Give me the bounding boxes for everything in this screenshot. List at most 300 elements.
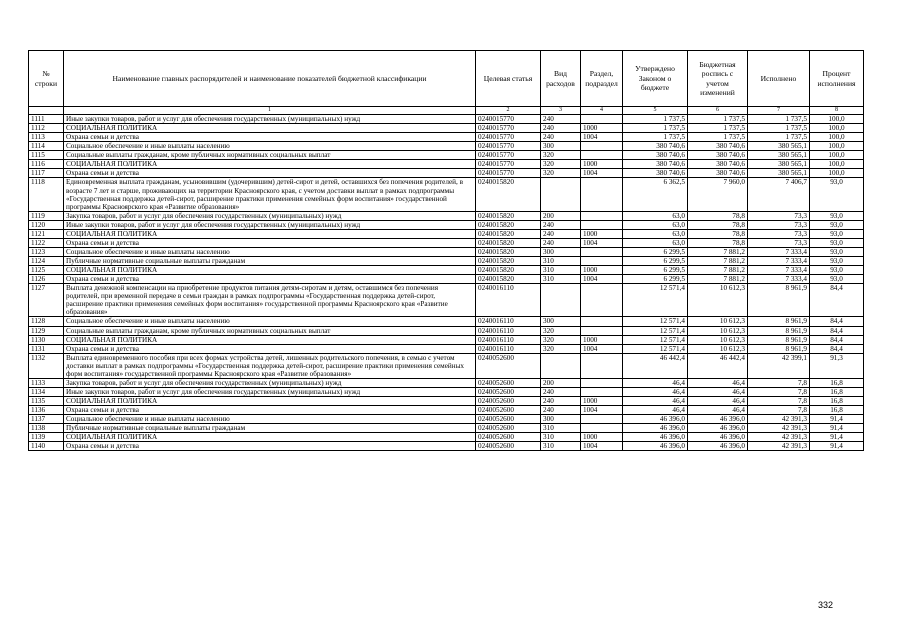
row-number-cell: 1140 (29, 442, 64, 451)
column-number: 8 (810, 107, 864, 115)
section-cell (581, 378, 623, 387)
table-row (29, 387, 864, 396)
approved-amount-cell: 46,4 (623, 378, 688, 387)
approved-amount-cell: 380 740,6 (623, 169, 688, 178)
header-expense-type: Вид расходов (541, 51, 581, 107)
executed-amount-cell: 380 565,1 (748, 142, 810, 151)
table-row (29, 151, 864, 160)
expense-type-cell: 240 (541, 133, 581, 142)
row-number-cell: 1136 (29, 406, 64, 415)
executed-amount-cell: 8 961,9 (748, 284, 810, 317)
execution-percent-cell: 91,4 (810, 433, 864, 442)
expense-type-cell: 240 (541, 220, 581, 229)
header-percent: Процент исполнения (810, 51, 864, 107)
budget-amount-cell: 46 396,0 (688, 433, 748, 442)
target-article-cell: 0240015770 (476, 133, 541, 142)
budget-amount-cell: 1 737,5 (688, 115, 748, 124)
table-body (29, 115, 864, 451)
budget-amount-cell: 380 740,6 (688, 169, 748, 178)
section-cell (581, 284, 623, 317)
approved-amount-cell: 6 362,5 (623, 178, 688, 211)
expense-type-cell (541, 178, 581, 211)
executed-amount-cell: 7 333,4 (748, 266, 810, 275)
target-article-cell: 0240015820 (476, 238, 541, 247)
executed-amount-cell: 42 391,3 (748, 424, 810, 433)
row-number-cell: 1122 (29, 238, 64, 247)
approved-amount-cell: 1 737,5 (623, 115, 688, 124)
table-row (29, 229, 864, 238)
executed-amount-cell: 7 333,4 (748, 275, 810, 284)
section-cell (581, 115, 623, 124)
expense-type-cell (541, 284, 581, 317)
budget-sheet (28, 50, 863, 451)
table-row (29, 284, 864, 317)
budget-amount-cell: 78,8 (688, 211, 748, 220)
section-cell (581, 415, 623, 424)
column-number (29, 107, 64, 115)
indicator-name-cell: Охрана семьи и детства (64, 238, 476, 247)
approved-amount-cell: 12 571,4 (623, 344, 688, 353)
approved-amount-cell: 46 396,0 (623, 415, 688, 424)
section-cell: 1000 (581, 229, 623, 238)
expense-type-cell: 300 (541, 415, 581, 424)
expense-type-cell: 310 (541, 424, 581, 433)
table-row (29, 326, 864, 335)
execution-percent-cell: 93,0 (810, 275, 864, 284)
budget-amount-cell: 380 740,6 (688, 151, 748, 160)
row-number-cell: 1120 (29, 220, 64, 229)
executed-amount-cell: 8 961,9 (748, 344, 810, 353)
budget-amount-cell: 380 740,6 (688, 160, 748, 169)
header-executed: Исполнено (748, 51, 810, 107)
target-article-cell: 0240015820 (476, 229, 541, 238)
row-number-cell: 1123 (29, 247, 64, 256)
table-row (29, 442, 864, 451)
table-row (29, 142, 864, 151)
executed-amount-cell: 7,8 (748, 387, 810, 396)
executed-amount-cell: 8 961,9 (748, 335, 810, 344)
row-number-cell: 1128 (29, 317, 64, 326)
table-row (29, 378, 864, 387)
expense-type-cell: 240 (541, 397, 581, 406)
executed-amount-cell: 7,8 (748, 378, 810, 387)
approved-amount-cell: 46 396,0 (623, 442, 688, 451)
expense-type-cell: 300 (541, 142, 581, 151)
table-row (29, 238, 864, 247)
execution-percent-cell: 100,0 (810, 151, 864, 160)
indicator-name-cell: Закупка товаров, работ и услуг для обеспечения государственных (муниципальных) нужд (64, 378, 476, 387)
table-row (29, 353, 864, 378)
expense-type-cell: 320 (541, 151, 581, 160)
row-number-cell: 1134 (29, 387, 64, 396)
header-target-article: Целевая статья (476, 51, 541, 107)
execution-percent-cell: 93,0 (810, 238, 864, 247)
expense-type-cell: 310 (541, 442, 581, 451)
budget-amount-cell: 46,4 (688, 397, 748, 406)
target-article-cell: 0240015770 (476, 124, 541, 133)
execution-percent-cell: 100,0 (810, 133, 864, 142)
indicator-name-cell: Социальное обеспечение и иные выплаты населению (64, 415, 476, 424)
expense-type-cell: 310 (541, 433, 581, 442)
indicator-name-cell: СОЦИАЛЬНАЯ ПОЛИТИКА (64, 160, 476, 169)
executed-amount-cell: 380 565,1 (748, 151, 810, 160)
indicator-name-cell: Социальные выплаты гражданам, кроме публичных нормативных социальных выплат (64, 326, 476, 335)
approved-amount-cell: 46 396,0 (623, 424, 688, 433)
expense-type-cell: 200 (541, 378, 581, 387)
approved-amount-cell: 63,0 (623, 229, 688, 238)
execution-percent-cell: 16,8 (810, 397, 864, 406)
expense-type-cell: 310 (541, 275, 581, 284)
execution-percent-cell: 100,0 (810, 115, 864, 124)
section-cell (581, 387, 623, 396)
section-cell: 1004 (581, 406, 623, 415)
row-number-cell: 1125 (29, 266, 64, 275)
target-article-cell: 0240052600 (476, 397, 541, 406)
row-number-cell: 1135 (29, 397, 64, 406)
indicator-name-cell: Единовременная выплата гражданам, усыновившим (удочерившим) детей-сирот и детей, оставшихся без попечения родителей, в возрасте 7 лет и старше, проживающих на территории Красноярского края, с учетом доставки выплат в рамках подпрограммы «Государственная поддержка детей-сирот, расширение практики применения семейных форм воспитания» государственной программы Красноярского края «Развитие образования» (64, 178, 476, 211)
section-cell (581, 326, 623, 335)
budget-amount-cell: 1 737,5 (688, 124, 748, 133)
approved-amount-cell: 46,4 (623, 406, 688, 415)
expense-type-cell (541, 353, 581, 378)
budget-amount-cell: 10 612,3 (688, 284, 748, 317)
row-number-cell: 1117 (29, 169, 64, 178)
section-cell: 1000 (581, 160, 623, 169)
execution-percent-cell: 93,0 (810, 178, 864, 211)
target-article-cell: 0240015770 (476, 169, 541, 178)
table-row (29, 275, 864, 284)
expense-type-cell: 240 (541, 229, 581, 238)
indicator-name-cell: Социальные выплаты гражданам, кроме публичных нормативных социальных выплат (64, 151, 476, 160)
section-cell: 1004 (581, 442, 623, 451)
header-budget-list: Бюджетная роспись с учетом изменений (688, 51, 748, 107)
executed-amount-cell: 42 399,1 (748, 353, 810, 378)
row-number-cell: 1138 (29, 424, 64, 433)
section-cell (581, 211, 623, 220)
indicator-name-cell: Выплата денежной компенсации на приобретение продуктов питания детям-сиротам и детям, оставшимся без попечения родителей, при временной передаче в семьи граждан в рамках подпрограммы «Государственная поддержка детей-сирот, расширение практики применения семейных форм воспитания» государственной программы Красноярского края «Развитие образования» (64, 284, 476, 317)
section-cell: 1000 (581, 335, 623, 344)
table-row (29, 220, 864, 229)
row-number-cell: 1127 (29, 284, 64, 317)
budget-amount-cell: 7 881,2 (688, 257, 748, 266)
indicator-name-cell: Публичные нормативные социальные выплаты гражданам (64, 257, 476, 266)
target-article-cell: 0240052600 (476, 415, 541, 424)
budget-amount-cell: 46 396,0 (688, 424, 748, 433)
executed-amount-cell: 73,3 (748, 229, 810, 238)
indicator-name-cell: Социальное обеспечение и иные выплаты населению (64, 247, 476, 256)
indicator-name-cell: СОЦИАЛЬНАЯ ПОЛИТИКА (64, 266, 476, 275)
column-number: 4 (581, 107, 623, 115)
budget-amount-cell: 46 396,0 (688, 442, 748, 451)
section-cell (581, 151, 623, 160)
executed-amount-cell: 1 737,5 (748, 133, 810, 142)
expense-type-cell: 320 (541, 160, 581, 169)
budget-amount-cell: 78,8 (688, 220, 748, 229)
indicator-name-cell: Закупка товаров, работ и услуг для обеспечения государственных (муниципальных) нужд (64, 211, 476, 220)
execution-percent-cell: 16,8 (810, 387, 864, 396)
table-row (29, 124, 864, 133)
approved-amount-cell: 46,4 (623, 397, 688, 406)
execution-percent-cell: 91,4 (810, 442, 864, 451)
header-row-number: № строки (29, 51, 64, 107)
expense-type-cell: 240 (541, 124, 581, 133)
execution-percent-cell: 84,4 (810, 317, 864, 326)
target-article-cell: 0240016110 (476, 344, 541, 353)
column-number: 2 (476, 107, 541, 115)
execution-percent-cell: 100,0 (810, 169, 864, 178)
header-section: Раздел, подраздел (581, 51, 623, 107)
budget-table (28, 50, 864, 451)
section-cell (581, 353, 623, 378)
indicator-name-cell: Охрана семьи и детства (64, 442, 476, 451)
execution-percent-cell: 100,0 (810, 142, 864, 151)
budget-amount-cell: 10 612,3 (688, 317, 748, 326)
target-article-cell: 0240016110 (476, 326, 541, 335)
table-row (29, 133, 864, 142)
expense-type-cell: 320 (541, 344, 581, 353)
execution-percent-cell: 16,8 (810, 406, 864, 415)
section-cell: 1000 (581, 433, 623, 442)
budget-amount-cell: 46 442,4 (688, 353, 748, 378)
executed-amount-cell: 7 333,4 (748, 257, 810, 266)
page-number: 332 (818, 600, 834, 610)
indicator-name-cell: Охрана семьи и детства (64, 275, 476, 284)
target-article-cell: 0240016110 (476, 317, 541, 326)
approved-amount-cell: 63,0 (623, 220, 688, 229)
row-number-cell: 1113 (29, 133, 64, 142)
budget-amount-cell: 380 740,6 (688, 142, 748, 151)
row-number-cell: 1119 (29, 211, 64, 220)
section-cell (581, 178, 623, 211)
row-number-cell: 1111 (29, 115, 64, 124)
target-article-cell: 0240015770 (476, 151, 541, 160)
section-cell: 1000 (581, 124, 623, 133)
approved-amount-cell: 380 740,6 (623, 160, 688, 169)
executed-amount-cell: 1 737,5 (748, 115, 810, 124)
executed-amount-cell: 380 565,1 (748, 160, 810, 169)
row-number-cell: 1114 (29, 142, 64, 151)
table-row (29, 317, 864, 326)
row-number-cell: 1116 (29, 160, 64, 169)
header-row (29, 51, 864, 107)
budget-amount-cell: 78,8 (688, 229, 748, 238)
table-row (29, 169, 864, 178)
header-approved: Утверждено Законом о бюджете (623, 51, 688, 107)
execution-percent-cell: 93,0 (810, 229, 864, 238)
column-number: 7 (748, 107, 810, 115)
section-cell (581, 142, 623, 151)
execution-percent-cell: 93,0 (810, 247, 864, 256)
target-article-cell: 0240016110 (476, 335, 541, 344)
budget-amount-cell: 78,8 (688, 238, 748, 247)
budget-amount-cell: 7 881,2 (688, 247, 748, 256)
expense-type-cell: 310 (541, 266, 581, 275)
target-article-cell: 0240015820 (476, 211, 541, 220)
section-cell: 1004 (581, 238, 623, 247)
budget-amount-cell: 46,4 (688, 406, 748, 415)
target-article-cell: 0240015770 (476, 115, 541, 124)
expense-type-cell: 240 (541, 238, 581, 247)
indicator-name-cell: Иные закупки товаров, работ и услуг для обеспечения государственных (муниципальных) нужд (64, 387, 476, 396)
approved-amount-cell: 46 442,4 (623, 353, 688, 378)
target-article-cell: 0240015820 (476, 247, 541, 256)
target-article-cell: 0240015770 (476, 160, 541, 169)
target-article-cell: 0240015820 (476, 220, 541, 229)
column-number-row (29, 107, 864, 115)
budget-amount-cell: 46,4 (688, 387, 748, 396)
section-cell (581, 247, 623, 256)
row-number-cell: 1118 (29, 178, 64, 211)
target-article-cell: 0240052600 (476, 387, 541, 396)
target-article-cell: 0240052600 (476, 378, 541, 387)
target-article-cell: 0240015770 (476, 142, 541, 151)
indicator-name-cell: Охрана семьи и детства (64, 169, 476, 178)
approved-amount-cell: 12 571,4 (623, 317, 688, 326)
row-number-cell: 1124 (29, 257, 64, 266)
target-article-cell: 0240016110 (476, 284, 541, 317)
table-row (29, 406, 864, 415)
execution-percent-cell: 91,4 (810, 415, 864, 424)
row-number-cell: 1126 (29, 275, 64, 284)
section-cell: 1000 (581, 397, 623, 406)
column-number: 1 (64, 107, 476, 115)
budget-amount-cell: 46 396,0 (688, 415, 748, 424)
approved-amount-cell: 6 299,5 (623, 266, 688, 275)
execution-percent-cell: 100,0 (810, 160, 864, 169)
table-row (29, 415, 864, 424)
row-number-cell: 1139 (29, 433, 64, 442)
budget-amount-cell: 7 881,2 (688, 266, 748, 275)
approved-amount-cell: 380 740,6 (623, 142, 688, 151)
executed-amount-cell: 42 391,3 (748, 415, 810, 424)
row-number-cell: 1137 (29, 415, 64, 424)
table-row (29, 178, 864, 211)
column-number: 3 (541, 107, 581, 115)
indicator-name-cell: Социальное обеспечение и иные выплаты населению (64, 317, 476, 326)
approved-amount-cell: 63,0 (623, 211, 688, 220)
target-article-cell: 0240015820 (476, 178, 541, 211)
budget-amount-cell: 46,4 (688, 378, 748, 387)
section-cell: 1004 (581, 344, 623, 353)
approved-amount-cell: 6 299,5 (623, 257, 688, 266)
target-article-cell: 0240052600 (476, 442, 541, 451)
approved-amount-cell: 1 737,5 (623, 124, 688, 133)
approved-amount-cell: 46,4 (623, 387, 688, 396)
execution-percent-cell: 91,4 (810, 424, 864, 433)
section-cell: 1004 (581, 133, 623, 142)
execution-percent-cell: 84,4 (810, 335, 864, 344)
budget-amount-cell: 10 612,3 (688, 344, 748, 353)
approved-amount-cell: 6 299,5 (623, 275, 688, 284)
table-row (29, 344, 864, 353)
section-cell (581, 424, 623, 433)
execution-percent-cell: 91,3 (810, 353, 864, 378)
budget-amount-cell: 7 960,0 (688, 178, 748, 211)
executed-amount-cell: 42 391,3 (748, 433, 810, 442)
indicator-name-cell: СОЦИАЛЬНАЯ ПОЛИТИКА (64, 335, 476, 344)
target-article-cell: 0240052600 (476, 433, 541, 442)
executed-amount-cell: 7 406,7 (748, 178, 810, 211)
execution-percent-cell: 93,0 (810, 257, 864, 266)
section-cell: 1000 (581, 266, 623, 275)
section-cell (581, 257, 623, 266)
executed-amount-cell: 380 565,1 (748, 169, 810, 178)
row-number-cell: 1132 (29, 353, 64, 378)
section-cell (581, 220, 623, 229)
table-row (29, 211, 864, 220)
indicator-name-cell: Охрана семьи и детства (64, 344, 476, 353)
indicator-name-cell: СОЦИАЛЬНАЯ ПОЛИТИКА (64, 124, 476, 133)
indicator-name-cell: Публичные нормативные социальные выплаты гражданам (64, 424, 476, 433)
indicator-name-cell: СОЦИАЛЬНАЯ ПОЛИТИКА (64, 433, 476, 442)
execution-percent-cell: 84,4 (810, 344, 864, 353)
approved-amount-cell: 12 571,4 (623, 335, 688, 344)
indicator-name-cell: Социальное обеспечение и иные выплаты населению (64, 142, 476, 151)
approved-amount-cell: 6 299,5 (623, 247, 688, 256)
target-article-cell: 0240015820 (476, 257, 541, 266)
approved-amount-cell: 12 571,4 (623, 326, 688, 335)
executed-amount-cell: 7 333,4 (748, 247, 810, 256)
executed-amount-cell: 73,3 (748, 211, 810, 220)
expense-type-cell: 240 (541, 387, 581, 396)
executed-amount-cell: 73,3 (748, 238, 810, 247)
table-row (29, 115, 864, 124)
table-row (29, 160, 864, 169)
table-row (29, 424, 864, 433)
expense-type-cell: 240 (541, 406, 581, 415)
target-article-cell: 0240052600 (476, 353, 541, 378)
execution-percent-cell: 93,0 (810, 266, 864, 275)
header-name: Наименование главных распорядителей и наименование показателей бюджетной классификации (64, 51, 476, 107)
expense-type-cell: 320 (541, 169, 581, 178)
budget-amount-cell: 10 612,3 (688, 326, 748, 335)
target-article-cell: 0240052600 (476, 424, 541, 433)
column-number: 6 (688, 107, 748, 115)
execution-percent-cell: 84,4 (810, 326, 864, 335)
table-row (29, 433, 864, 442)
column-number: 5 (623, 107, 688, 115)
approved-amount-cell: 63,0 (623, 238, 688, 247)
executed-amount-cell: 73,3 (748, 220, 810, 229)
approved-amount-cell: 380 740,6 (623, 151, 688, 160)
execution-percent-cell: 93,0 (810, 211, 864, 220)
section-cell (581, 317, 623, 326)
approved-amount-cell: 1 737,5 (623, 133, 688, 142)
expense-type-cell: 310 (541, 257, 581, 266)
budget-amount-cell: 1 737,5 (688, 133, 748, 142)
section-cell: 1004 (581, 169, 623, 178)
row-number-cell: 1133 (29, 378, 64, 387)
table-row (29, 335, 864, 344)
execution-percent-cell: 16,8 (810, 378, 864, 387)
row-number-cell: 1112 (29, 124, 64, 133)
indicator-name-cell: Охрана семьи и детства (64, 406, 476, 415)
execution-percent-cell: 93,0 (810, 220, 864, 229)
expense-type-cell: 240 (541, 115, 581, 124)
indicator-name-cell: Выплата единовременного пособия при всех формах устройства детей, лишенных родительского попечения, в семью с учетом доставки выплат в рамках подпрограммы «Государственная поддержка детей-сирот, расширение практики применения семейных форм воспитания» государственной программы Красноярского края «Развитие образования» (64, 353, 476, 378)
row-number-cell: 1129 (29, 326, 64, 335)
expense-type-cell: 300 (541, 317, 581, 326)
executed-amount-cell: 8 961,9 (748, 326, 810, 335)
expense-type-cell: 320 (541, 326, 581, 335)
table-row (29, 247, 864, 256)
target-article-cell: 0240052600 (476, 406, 541, 415)
budget-amount-cell: 10 612,3 (688, 335, 748, 344)
approved-amount-cell: 12 571,4 (623, 284, 688, 317)
indicator-name-cell: Иные закупки товаров, работ и услуг для обеспечения государственных (муниципальных) нужд (64, 115, 476, 124)
indicator-name-cell: СОЦИАЛЬНАЯ ПОЛИТИКА (64, 229, 476, 238)
row-number-cell: 1121 (29, 229, 64, 238)
